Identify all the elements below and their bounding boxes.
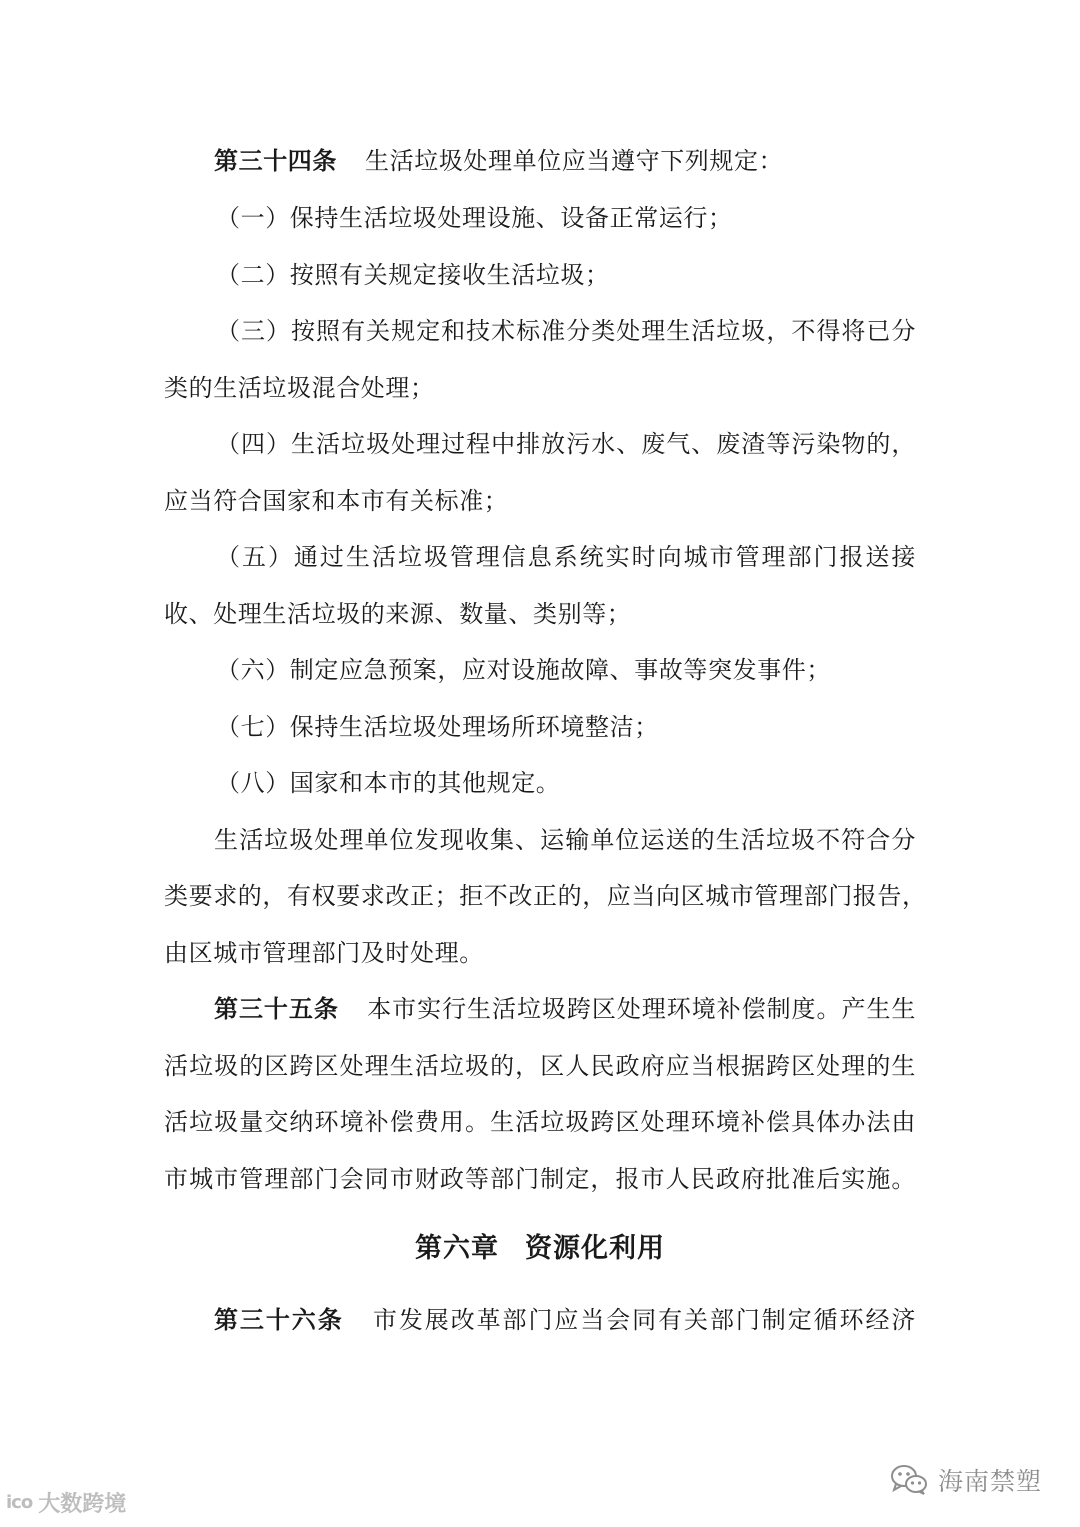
article-35-line-3: 活垃圾量交纳环境补偿费用。生活垃圾跨区处理环境补偿具体办法由 <box>164 1108 916 1136</box>
article-35-line-4: 市城市管理部门会同市财政等部门制定，报市人民政府批准后实施。 <box>164 1165 916 1193</box>
chapter-number: 第六章 <box>415 1233 499 1264</box>
article-34-para-line-3: 由区城市管理部门及时处理。 <box>164 939 484 967</box>
article-34-item-7: （七）保持生活垃圾处理场所环境整洁； <box>216 713 659 741</box>
article-34-item-1: （一）保持生活垃圾处理设施、设备正常运行； <box>216 204 733 232</box>
article-36-line-1 <box>214 1305 916 1335</box>
article-34-item-5-line-1: （五）通过生活垃圾管理信息系统实时向城市管理部门报送接 <box>216 543 916 571</box>
chapter-title <box>0 1232 1080 1266</box>
watermark-left <box>6 1487 126 1517</box>
watermark-left-logo: ico <box>6 1491 33 1513</box>
chapter-name: 资源化利用 <box>525 1233 665 1264</box>
article-34-item-4-line-1: （四）生活垃圾处理过程中排放污水、废气、废渣等污染物的， <box>216 430 916 458</box>
article-34-heading: 第三十四条 <box>214 147 337 175</box>
wechat-icon <box>890 1464 928 1496</box>
article-34-item-2: （二）按照有关规定接收生活垃圾； <box>216 261 610 289</box>
article-34-para-line-2: 类要求的，有权要求改正；拒不改正的，应当向区城市管理部门报告， <box>164 882 927 910</box>
article-35-line-1 <box>214 994 916 1024</box>
watermark-right <box>890 1458 1042 1502</box>
article-34-item-6: （六）制定应急预案，应对设施故障、事故等突发事件； <box>216 656 831 684</box>
article-34-intro <box>214 146 974 176</box>
article-34-item-5-line-2: 收、处理生活垃圾的来源、数量、类别等； <box>164 600 632 628</box>
article-34-para-line-1: 生活垃圾处理单位发现收集、运输单位运送的生活垃圾不符合分 <box>214 826 916 854</box>
article-35-line-2: 活垃圾的区跨区处理生活垃圾的，区人民政府应当根据跨区处理的生 <box>164 1052 916 1080</box>
article-34-item-3-line-2: 类的生活垃圾混合处理； <box>164 374 435 402</box>
article-34-item-3-line-1: （三）按照有关规定和技术标准分类处理生活垃圾，不得将已分 <box>216 317 916 345</box>
watermark-right-text: 海南禁塑 <box>938 1467 1043 1496</box>
article-36-line-1-text: 市发展改革部门应当会同有关部门制定循环经济 <box>371 1306 917 1334</box>
article-35-heading: 第三十五条 <box>214 995 339 1023</box>
watermark-left-text: 大数跨境 <box>38 1491 127 1517</box>
article-34-item-8: （八）国家和本市的其他规定。 <box>216 769 561 797</box>
article-34-intro-text: 生活垃圾处理单位应当遵守下列规定： <box>365 147 784 175</box>
article-35-line-1-text: 本市实行生活垃圾跨区处理环境补偿制度。产生生 <box>366 995 917 1023</box>
article-36-heading: 第三十六条 <box>214 1306 344 1334</box>
article-34-item-4-line-2: 应当符合国家和本市有关标准； <box>164 487 509 515</box>
